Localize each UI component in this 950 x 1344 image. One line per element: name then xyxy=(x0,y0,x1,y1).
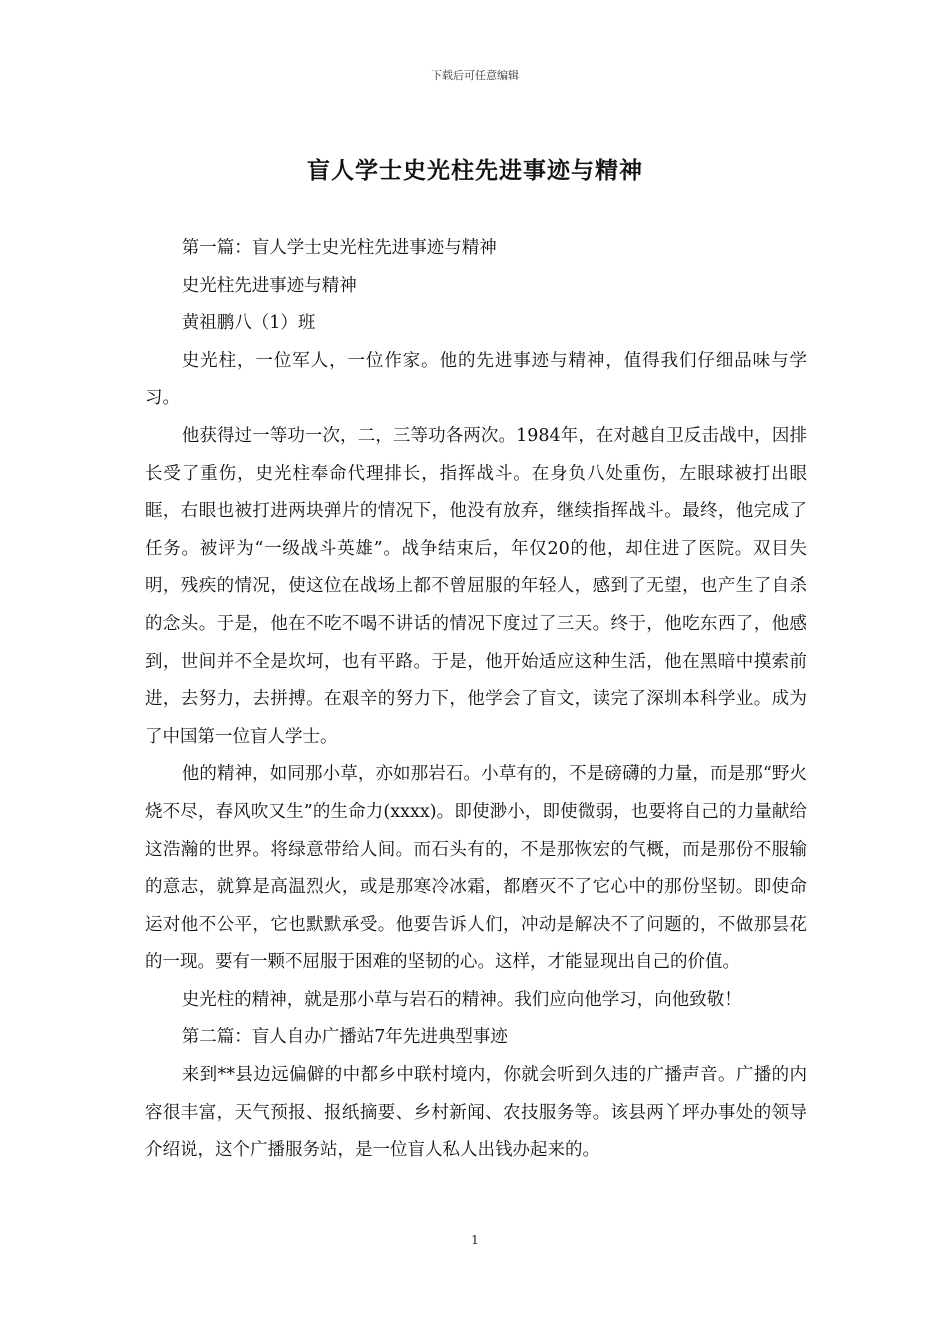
paragraph: 他的精神，如同那小草，亦如那岩石。小草有的，不是磅礴的力量，而是那“野火烧不尽，春风吹又生”的生命力(xxxx)。即使渺小，即使微弱，也要将自己的力量献给这浩瀚的世界。将绿意带给人间。而石头有的，不是那恢宏的气概，而是那份不服输的意志，就算是高温烈火，或是那寒冷冰霜，都磨灭不了它心中的那份坚韧。即使命运对他不公平，它也默默承受。他要告诉人们，冲动是解决不了问题的，不做那昙花的一现。要有一颗不屈服于困难的坚韧的心。这样，才能显现出自己的价值。 xyxy=(145,764,807,973)
paragraph: 他获得过一等功一次，二，三等功各两次。1984年，在对越自卫反击战中，因排长受了重伤，史光柱奉命代理排长，指挥战斗。在身负八处重伤，左眼球被打出眼眶，右眼也被打进两块弹片的情况下，他没有放弃，继续指挥战斗。最终，他完成了任务。被评为“一级战斗英雄”。战争结束后，年仅20的他，却住进了医院。双目失明，残疾的情况，使这位在战场上都不曾屈服的年轻人，感到了无望，也产生了自杀的念头。于是，他在不吃不喝不讲话的情况下度过了三天。终于，他吃东西了，他感到，世间并不全是坎坷，也有平路。于是，他开始适应这种生活，他在黑暗中摸索前进，去努力，去拼搏。在艰辛的努力下，他学会了盲文，读完了深圳本科学业。成为了中国第一位盲人学士。 xyxy=(145,425,807,747)
document-body xyxy=(145,230,807,1170)
document-title: 盲人学士史光柱先进事迹与精神 xyxy=(307,157,643,184)
section-heading-1: 第一篇：盲人学士史光柱先进事迹与精神 xyxy=(181,238,497,258)
paragraph: 史光柱的精神，就是那小草与岩石的精神。我们应向他学习，向他致敬！ xyxy=(181,989,742,1010)
header-note: 下载后可任意编辑 xyxy=(431,69,519,82)
paragraph: 来到**县边远偏僻的中都乡中联村境内，你就会听到久违的广播声音。广播的内容很丰富，天气预报、报纸摘要、乡村新闻、农技服务等。该县两丫坪办事处的领导介绍说，这个广播服务站，是一位盲人私人出钱办起来的。 xyxy=(145,1065,807,1161)
article-title: 史光柱先进事迹与精神 xyxy=(181,275,357,296)
author-line: 黄祖鹏八（1）班 xyxy=(181,313,316,334)
page-number: 1 xyxy=(471,1233,479,1247)
paragraph: 史光柱，一位军人，一位作家。他的先进事迹与精神，值得我们仔细品味与学习。 xyxy=(145,350,807,409)
section-heading-2: 第二篇：盲人自办广播站7年先进典型事迹 xyxy=(181,1027,508,1048)
